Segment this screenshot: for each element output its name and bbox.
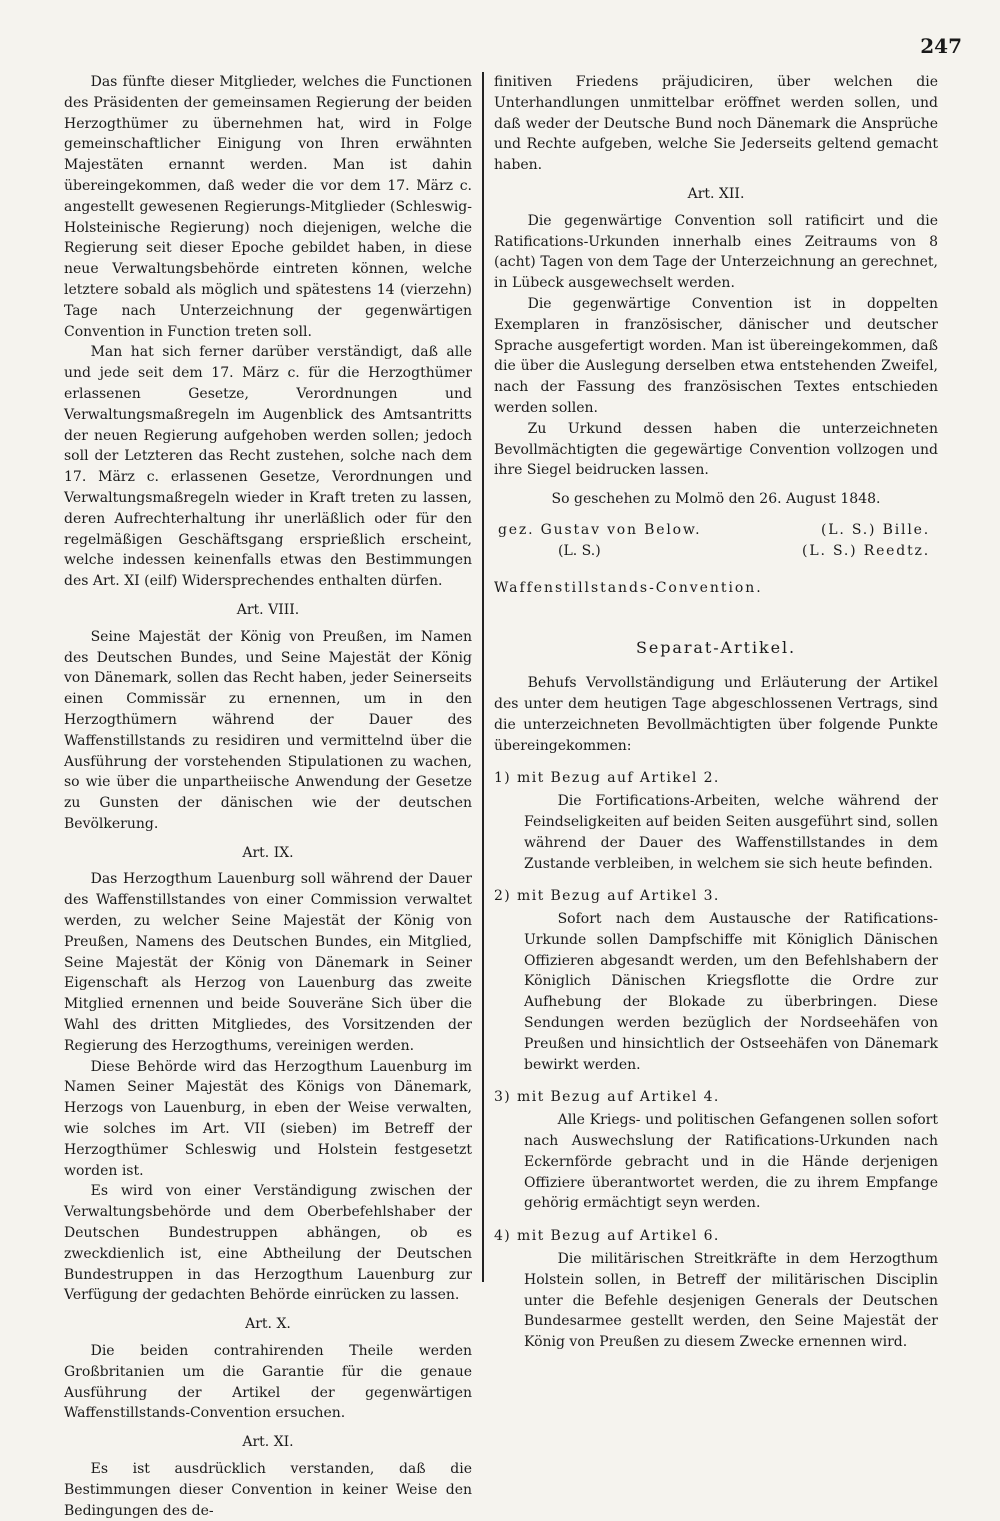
right-column <box>494 72 938 1353</box>
paragraph: Behufs Vervollständigung und Erläuterung der Artikel des unter dem heutigen Tage abgeschlossenen Vertrags, sind die unterzeichneten Bevollmächtigten über folgende Punkte übereingekommen: <box>494 675 938 754</box>
seal-mark: (L. S.) <box>558 542 601 559</box>
article-heading: Art. XI. <box>242 1434 294 1451</box>
paragraph: Es wird von einer Verständigung zwischen der Verwaltungsbehörde und dem Oberbefehlshaber der Deutschen Bundestruppen abhängen, ob es zweckdienlich ist, eine Abtheilung der Deutschen Bundestruppen in das Herzogthum Lauenburg zur Verfügung der gedachten Behörde einrücken zu lassen. <box>64 1183 472 1304</box>
article-heading: Art. IX. <box>242 844 294 861</box>
left-column <box>64 72 472 1521</box>
signature: (L. S.) Bille. <box>820 521 930 538</box>
paragraph: Die gegenwärtige Convention ist in doppelten Exemplaren in französischer, dänischer und deutscher Sprache ausgefertigt worden. Man ist übereingekommen, daß die über die Auslegung derselben etwa entstehenden Zweifel, nach der Fassung des französischen Textes entschieden werden sollen. <box>494 295 938 416</box>
signature-row <box>494 520 938 541</box>
paragraph: Es ist ausdrücklich verstanden, daß die Bestimmungen dieser Convention in keiner Weise den Bedingungen des de- <box>64 1461 472 1519</box>
paragraph: Das Herzogthum Lauenburg soll während der Dauer des Waffenstillstandes von einer Commission verwaltet werden, zu welcher Seine Majestät der König von Preußen, Namens des Deutschen Bundes, ein Mitglied, Seine Majestät der König von Dänemark in Seiner Eigenschaft als Herzog von Lauenburg das zweite Mitglied ernennen und beide Souveräne Sich über die Wahl des dritten Mitgliedes, des Vorsitzenden der Regierung des Herzogthums, vereinigen werden. <box>64 871 472 1054</box>
signature: gez. Gustav von Below. <box>498 521 702 538</box>
paragraph: Diese Behörde wird das Herzogthum Lauenburg im Namen Seiner Majestät des Königs von Dänemark, Herzogs von Lauenburg, in eben der Weise verwalten, wie solches im Art. VII (sieben) im Betreff der Herzogthümer Schleswig und Holstein festgesetzt worden ist. <box>64 1058 472 1179</box>
paragraph: Die gegenwärtige Convention soll ratificirt und die Ratifications-Urkunden innerhalb eines Zeitraums von 8 (acht) Tagen von dem Tage der Unterzeichnung an gerechnet, in Lübeck ausgewechselt werden. <box>494 212 938 292</box>
item-text: Die militärischen Streitkräfte in dem Herzogthum Holstein sollen, in Betreff der militärischen Disciplin unter die Befehle desjenigen Generals der Deutschen Bundesarmee gestellt werden, den Seine Majestät der König von Preußen zu diesem Zwecke ernennen wird. <box>524 1251 938 1351</box>
paragraph: finitiven Friedens präjudiciren, über welchen die Unterhandlungen unmittelbar eröffnet werden sollen, und daß weder der Deutsche Bund noch Dänemark die Ansprüche und Rechte aufgeben, welche Sie Jederseits geltend gemacht haben. <box>494 74 938 174</box>
paragraph: Seine Majestät der König von Preußen, im Namen des Deutschen Bundes, und Seine Majestät der König von Dänemark, sollen das Recht haben, jeder Seinerseits einen Commissär zu ernennen, um in den Herzogthümern während der Dauer des Waffenstillstands zu residiren und vermittelnd über die Ausführung der vorstehenden Stipulationen zu wachen, so wie über die unpartheiische Anwendung der Gesetze zu Gunsten der dänischen wie der deutschen Bevölkerung. <box>64 628 472 832</box>
paragraph: Die beiden contrahirenden Theile werden Großbritanien um die Garantie für die genaue Ausführung der Artikel der gegenwärtigen Waffenstillstands-Convention ersuchen. <box>64 1343 472 1422</box>
item-text: Alle Kriegs- und politischen Gefangenen sollen sofort nach Auswechslung der Ratifications-Urkunden nach Eckernförde gebracht und in die Hände derjenigen Offiziere überantwortet werden, die zu ihrem Empfange gehörig ermächtigt seyn werden. <box>524 1112 938 1212</box>
paragraph: Man hat sich ferner darüber verständigt, daß alle und jede seit dem 17. März c. für die Herzogthümer erlassenen Gesetze, Verordnungen und Verwaltungsmaßregeln im Augenblick des Amtsantritts der neuen Regierung aufgehoben werden sollen; jedoch soll der Letzteren das Recht zustehen, solche nach dem 17. März c. erlassenen Gesetze, Verordnungen und Verwaltungsmaßregeln wieder in Kraft treten zu lassen, deren Aufrechterhaltung ihr unerläßlich oder für den regelmäßigen Geschäftsgang ersprießlich erscheint, welche indessen keinenfalls etwas den Bestimmungen des Art. XI (eilf) Widersprechendes enthalten dürfen. <box>64 344 472 590</box>
item-heading: 2) mit Bezug auf Artikel 3. <box>494 888 720 905</box>
item-heading: 4) mit Bezug auf Artikel 6. <box>494 1228 720 1245</box>
page-number: 247 <box>920 34 962 58</box>
signature-row <box>494 541 938 562</box>
signature: (L. S.) Reedtz. <box>802 542 930 559</box>
convention-title: Waffenstillstands-Convention. <box>494 579 763 596</box>
item-text: Die Fortifications-Arbeiten, welche während der Feindseligkeiten auf beiden Seiten ausgeführt sind, sollen während der Dauer des Waffenstillstandes in dem Zustande verbleiben, in welchem sie sich heute befinden. <box>524 793 938 872</box>
item-heading: 3) mit Bezug auf Artikel 4. <box>494 1089 720 1106</box>
column-divider <box>482 72 484 1282</box>
paragraph: Zu Urkund dessen haben die unterzeichneten Bevollmächtigten die gegewärtige Convention vollzogen und ihre Siegel beidrucken lassen. <box>494 420 938 479</box>
article-heading: Art. X. <box>245 1316 291 1333</box>
paragraph: Das fünfte dieser Mitglieder, welches die Functionen des Präsidenten der gemeinsamen Regierung der beiden Herzogthümer zu übernehmen hat, wird in Folge gemeinschaftlicher Einigung von Ihren erwähnten Majestäten ernannt werden. Man ist dahin übereingekommen, daß weder die vor dem 17. März c. angestellt gewesenen Regierungs-Mitglieder (Schleswig-Holsteinische Regierung) noch diejenigen, welche die Regierung seit dieser Epoche gebildet haben, in diese neue Verwaltungsbehörde eintreten können, welche letztere sobald als möglich und spätestens 14 (vierzehn) Tage nach Unterzeichnung der gegenwärtigen Convention in Function treten soll. <box>64 74 472 340</box>
separat-artikel-title: Separat-Artikel. <box>635 638 797 658</box>
article-heading: Art. VIII. <box>236 601 300 618</box>
item-heading: 1) mit Bezug auf Artikel 2. <box>494 770 720 787</box>
place-date: So geschehen zu Molmö den 26. August 1848. <box>551 491 881 508</box>
item-text: Sofort nach dem Austausche der Ratifications-Urkunde sollen Dampfschiffe mit Königlich Dänischen Offizieren abgesandt werden, um den Befehlshabern der Königlich Dänischen Kriegsflotte die Ordre zur Aufhebung der Blokade zu überbringen. Diese Sendungen werden bezüglich der Nordseehäfen von Preußen und hinsichtlich der Ostseehäfen von Dänemark bewirkt werden. <box>524 911 938 1073</box>
article-heading: Art. XII. <box>687 185 745 202</box>
